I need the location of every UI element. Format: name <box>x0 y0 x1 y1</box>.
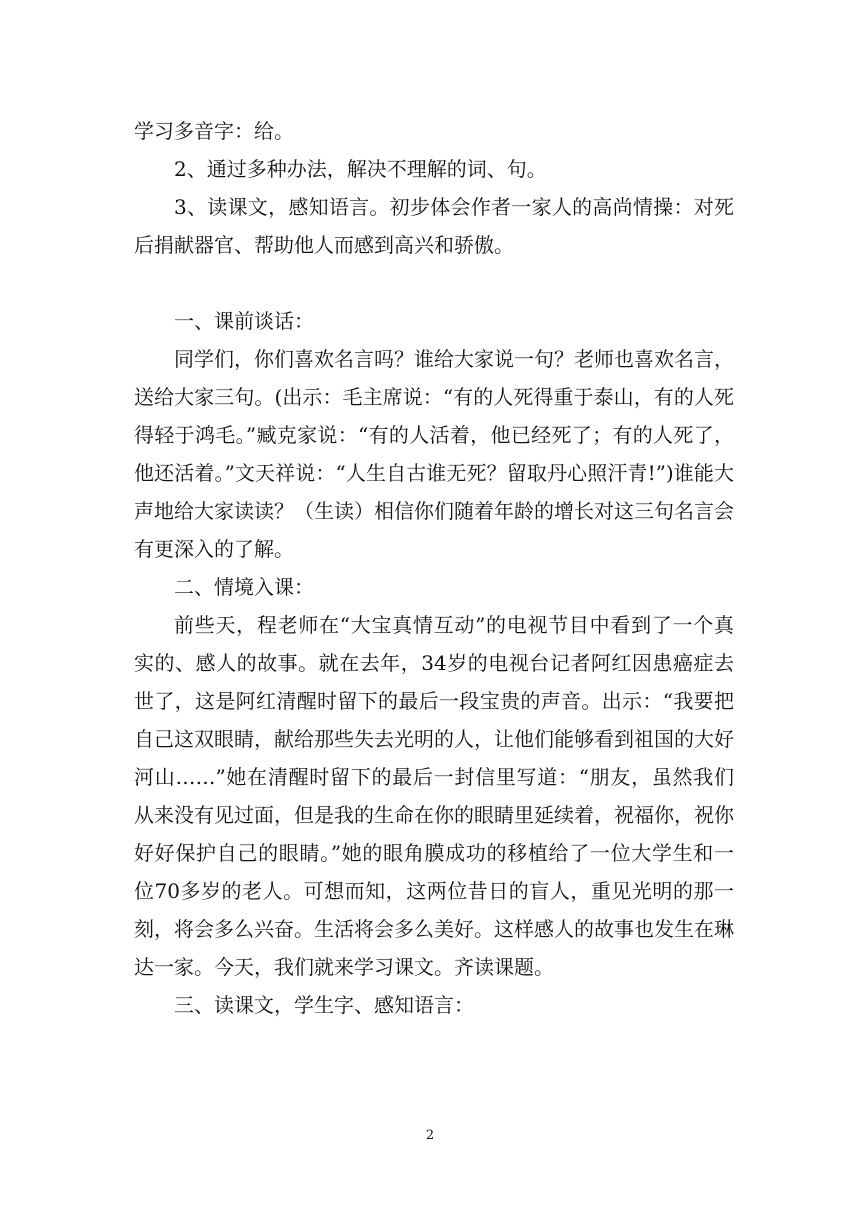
paragraph-polyphonic-word: 学习多音字：给。 <box>134 119 294 143</box>
paragraph-story: 前些天，程老师在“大宝真情互动”的电视节目中看到了一个真实的、感人的故事。就在去年，34岁的电视台记者阿红因患癌症去世了，这是阿红清醒时留下的最后一段宝贵的声音。出示：“我要把自己这双眼睛，献给那些失去光明的人，让他们能够看到祖国的大好河山……”她在清醒时留下的最后一封信里写道：“朋友，虽然我们从来没有见过面，但是我的生命在你的眼睛里延续着，祝福你，祝你好好保护自己的眼睛。”她的眼角膜成功的移植给了一位大学生和一位70多岁的老人。可想而知，这两位昔日的盲人，重见光明的那一刻，将会多么兴奋。生活将会多么美好。这样感人的故事也发生在琳达一家。今天，我们就来学习课文。齐读课题。 <box>134 613 734 979</box>
section-heading-reading-text: 三、读课文，学生字、感知语言： <box>174 993 474 1017</box>
section-heading-pre-class-talk: 一、课前谈话： <box>174 309 314 333</box>
section-spacer <box>134 264 734 302</box>
page-number: 2 <box>425 1128 435 1143</box>
document-body <box>134 112 734 1024</box>
paragraph-quotes-intro: 同学们，你们喜欢名言吗？谁给大家说一句？老师也喜欢名言，送给大家三句。(出示：毛主席说：“有的人死得重于泰山，有的人死得轻于鸿毛。”臧克家说：“有的人活着，他已经死了；有的人死了，他还活着。”文天祥说：“人生自古谁无死？留取丹心照汗青!”)谁能大声地给大家读读？（生读）相信你们随着年龄的增长对这三句名言会有更深入的了解。 <box>134 347 734 561</box>
section-heading-context-intro: 二、情境入课： <box>174 575 314 599</box>
paragraph-goal-2: 2、通过多种办法，解决不理解的词、句。 <box>174 157 547 181</box>
paragraph-goal-3: 3、读课文，感知语言。初步体会作者一家人的高尚情操：对死后捐献器官、帮助他人而感到高兴和骄傲。 <box>134 195 734 257</box>
